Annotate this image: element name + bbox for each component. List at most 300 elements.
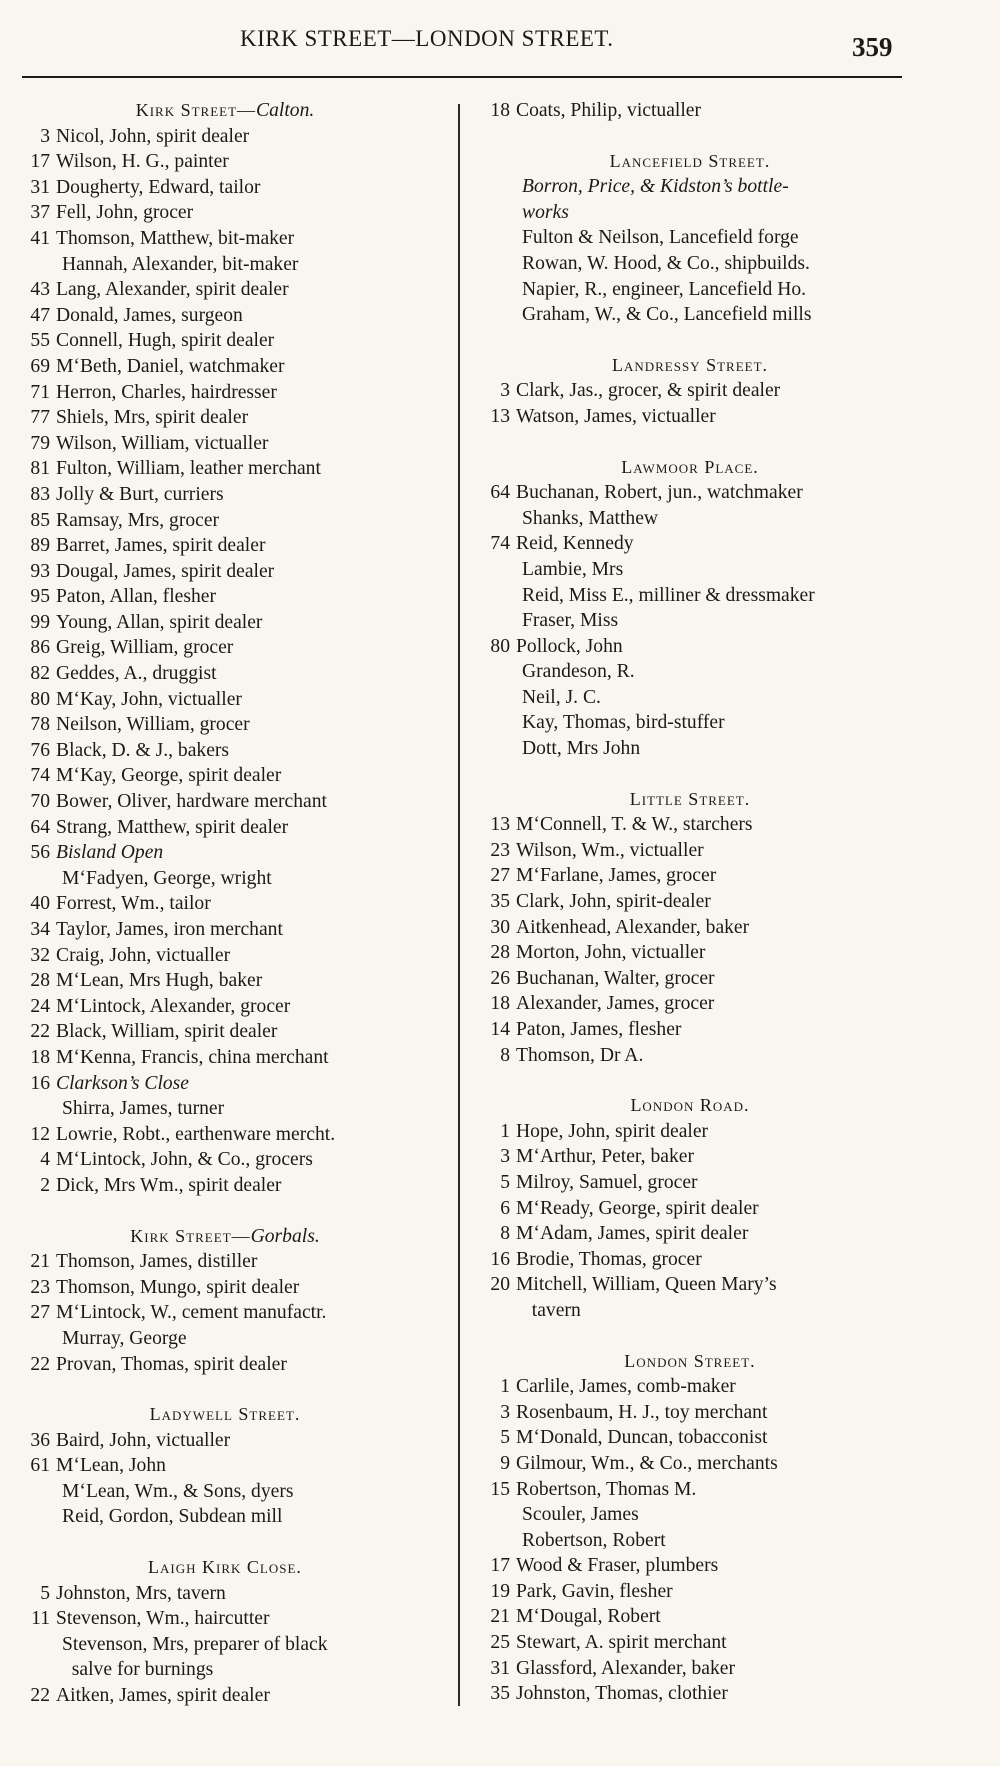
entry-text: Reid, Kennedy — [516, 533, 634, 555]
directory-entry — [10, 584, 440, 610]
entry-text: M‘Lean, Mrs Hugh, baker — [56, 970, 263, 992]
entry-text: Thomson, Dr A. — [516, 1044, 644, 1066]
entry-text: Stevenson, Wm., haircutter — [56, 1608, 270, 1630]
house-number: 5 — [500, 1171, 510, 1193]
house-number: 17 — [490, 1555, 510, 1577]
directory-entry — [10, 149, 440, 175]
house-number: 23 — [490, 839, 510, 861]
directory-entry — [470, 1477, 910, 1503]
street-name: Little Street. — [629, 788, 751, 809]
street-heading — [470, 455, 910, 481]
directory-entry — [10, 1096, 440, 1122]
district-name: Gorbals. — [250, 1225, 320, 1247]
house-number: 8 — [500, 1044, 510, 1066]
entry-text: Clark, Jas., grocer, & spirit dealer — [516, 380, 781, 402]
directory-entry — [470, 838, 910, 864]
house-number: 22 — [30, 1353, 50, 1375]
entry-text: Fulton, William, leather merchant — [56, 458, 321, 480]
entry-text: Brodie, Thomas, grocer — [516, 1248, 702, 1270]
house-number: 3 — [40, 125, 50, 147]
entry-text: Nicol, John, spirit dealer — [56, 125, 250, 147]
directory-entry — [470, 378, 910, 404]
entry-text: Connell, Hugh, spirit dealer — [56, 330, 275, 352]
entry-text: M‘Adam, James, spirit dealer — [516, 1223, 749, 1245]
entry-text: Johnston, Mrs, tavern — [56, 1582, 226, 1604]
directory-entry — [470, 940, 910, 966]
directory-entry — [10, 1249, 440, 1275]
street-heading — [470, 1093, 910, 1119]
entry-text: Wilson, Wm., victualler — [516, 839, 704, 861]
directory-entry — [10, 994, 440, 1020]
street-name: Lawmoor Place. — [621, 456, 759, 477]
house-number: 25 — [490, 1632, 510, 1654]
house-number: 82 — [30, 663, 50, 685]
entry-text: Stewart, A. spirit merchant — [516, 1632, 727, 1654]
directory-entry — [10, 405, 440, 431]
left-column — [10, 98, 440, 1709]
entry-text: Paton, James, flesher — [516, 1019, 682, 1040]
entry-text: M‘Connell, T. & W., starchers — [516, 814, 753, 836]
house-number: 27 — [30, 1302, 50, 1324]
directory-entry — [10, 1632, 440, 1658]
entry-text: Thomson, James, distiller — [56, 1251, 258, 1273]
directory-entry — [470, 174, 910, 200]
entry-text: Pollock, John — [516, 635, 623, 657]
house-number: 77 — [30, 407, 50, 429]
page-number: 359 — [852, 32, 893, 62]
directory-entry — [470, 480, 910, 506]
entry-text: Fell, John, grocer — [56, 202, 194, 224]
directory-entry — [470, 1604, 910, 1630]
directory-entry — [470, 1043, 910, 1069]
directory-entry — [10, 610, 440, 636]
house-number: 21 — [490, 1606, 510, 1628]
entry-text: M‘Donald, Duncan, tobacconist — [516, 1427, 768, 1449]
directory-entry — [470, 1579, 910, 1605]
entry-text: Craig, John, victualler — [56, 944, 231, 966]
header-rule — [22, 76, 902, 78]
directory-entry — [470, 863, 910, 889]
entry-text: Shanks, Matthew — [522, 507, 659, 529]
house-number: 3 — [500, 380, 510, 402]
entry-text: Robertson, Thomas M. — [516, 1478, 697, 1500]
directory-entry — [10, 968, 440, 994]
directory-entry — [10, 303, 440, 329]
directory-entry — [10, 1326, 440, 1352]
directory-entry — [10, 661, 440, 687]
directory-entry — [10, 1428, 440, 1454]
house-number: 4 — [40, 1149, 50, 1171]
directory-entry — [10, 328, 440, 354]
entry-text: Milroy, Samuel, grocer — [516, 1171, 698, 1193]
street-name: Kirk Street— — [135, 100, 257, 120]
directory-entry — [470, 685, 910, 711]
directory-entry — [470, 506, 910, 532]
street-heading — [470, 787, 910, 813]
house-number: 35 — [490, 891, 510, 913]
entry-text: Dougal, James, spirit dealer — [56, 560, 275, 582]
directory-entry — [470, 608, 910, 634]
directory-entry — [10, 1453, 440, 1479]
entry-text: Fraser, Miss — [522, 610, 619, 632]
entry-text: Johnston, Thomas, clothier — [516, 1683, 728, 1705]
directory-entry — [10, 226, 440, 252]
entry-text: M‘Kenna, Francis, china merchant — [56, 1046, 329, 1068]
directory-entry — [10, 687, 440, 713]
street-heading — [10, 1224, 440, 1250]
directory-entry — [470, 1374, 910, 1400]
directory-entry — [10, 1581, 440, 1607]
entry-text: Clark, John, spirit-dealer — [516, 891, 711, 913]
house-number: 61 — [30, 1455, 50, 1477]
directory-entry — [10, 252, 440, 278]
directory-entry — [10, 1657, 440, 1683]
house-number: 76 — [30, 739, 50, 761]
directory-entry — [10, 175, 440, 201]
entry-text: Grandeson, R. — [522, 661, 635, 683]
directory-entry — [470, 225, 910, 251]
directory-entry — [10, 1683, 440, 1709]
directory-entry — [470, 659, 910, 685]
directory-entry — [10, 533, 440, 559]
house-number: 3 — [500, 1401, 510, 1423]
district-name: Calton. — [256, 100, 315, 121]
directory-entry — [10, 1504, 440, 1530]
entry-text: Rowan, W. Hood, & Co., shipbuilds. — [522, 252, 810, 274]
directory-entry — [470, 1656, 910, 1682]
entry-text: M‘Ready, George, spirit dealer — [516, 1197, 759, 1219]
house-number: 12 — [30, 1123, 50, 1145]
house-number: 5 — [40, 1582, 50, 1604]
house-number: 18 — [490, 993, 510, 1015]
directory-entry — [470, 98, 910, 124]
house-number: 41 — [30, 227, 50, 249]
entry-text: Bisland Open — [56, 842, 164, 864]
entry-text: Wood & Fraser, plumbers — [516, 1555, 719, 1577]
house-number: 69 — [30, 355, 50, 377]
house-number: 27 — [490, 865, 510, 887]
directory-entry — [470, 251, 910, 277]
house-number: 43 — [30, 279, 50, 301]
entry-text: Reid, Gordon, Subdean mill — [62, 1506, 283, 1528]
entry-text: Barret, James, spirit dealer — [56, 535, 266, 557]
entry-text: Aitken, James, spirit dealer — [56, 1685, 270, 1707]
directory-entry — [10, 789, 440, 815]
directory-entry — [10, 354, 440, 380]
entry-text: Thomson, Mungo, spirit dealer — [56, 1276, 300, 1298]
house-number: 55 — [30, 330, 50, 352]
house-number: 85 — [30, 509, 50, 531]
house-number: 1 — [500, 1376, 510, 1398]
entry-text: Buchanan, Walter, grocer — [516, 967, 715, 989]
house-number: 26 — [490, 967, 510, 989]
entry-text: Borron, Price, & Kidston’s bottle- — [522, 176, 789, 198]
directory-entry — [470, 1196, 910, 1222]
entry-text: M‘Lintock, W., cement manufactr. — [56, 1302, 327, 1324]
directory-entry — [10, 1019, 440, 1045]
directory-entry — [10, 277, 440, 303]
entry-text: Murray, George — [62, 1327, 187, 1349]
entry-text: Wilson, William, victualler — [56, 432, 269, 454]
entry-text: Provan, Thomas, spirit dealer — [56, 1353, 287, 1375]
street-name: Laigh Kirk Close. — [148, 1557, 302, 1578]
entry-text: works — [522, 201, 569, 223]
entry-text: M‘Beth, Daniel, watchmaker — [56, 355, 285, 377]
entry-text: Donald, James, surgeon — [56, 304, 243, 326]
directory-entry — [10, 431, 440, 457]
directory-entry — [470, 991, 910, 1017]
entry-text: M‘Lintock, John, & Co., grocers — [56, 1149, 313, 1171]
entry-text: Hope, John, spirit dealer — [516, 1120, 709, 1142]
house-number: 47 — [30, 304, 50, 326]
house-number: 18 — [490, 100, 510, 121]
house-number: 16 — [490, 1248, 510, 1270]
house-number: 93 — [30, 560, 50, 582]
entry-text: M‘Dougal, Robert — [516, 1606, 661, 1628]
house-number: 32 — [30, 944, 50, 966]
entry-text: Park, Gavin, flesher — [516, 1580, 673, 1602]
directory-entry — [10, 1352, 440, 1378]
directory-entry — [470, 1221, 910, 1247]
house-number: 56 — [30, 842, 50, 864]
directory-entry — [10, 917, 440, 943]
directory-entry — [470, 1119, 910, 1145]
directory-entry — [470, 302, 910, 328]
directory-entry — [470, 1272, 910, 1298]
directory-entry — [10, 763, 440, 789]
directory-entry — [470, 812, 910, 838]
entry-text: Dick, Mrs Wm., spirit dealer — [56, 1174, 282, 1196]
directory-entry — [10, 891, 440, 917]
entry-text: tavern — [522, 1299, 581, 1321]
house-number: 8 — [500, 1223, 510, 1245]
entry-text: Jolly & Burt, curriers — [56, 483, 224, 505]
entry-text: Shiels, Mrs, spirit dealer — [56, 407, 249, 429]
street-name: Lancefield Street. — [609, 150, 771, 171]
running-title: KIRK STREET—LONDON STREET. — [240, 26, 614, 51]
directory-entry — [10, 1606, 440, 1632]
house-number: 71 — [30, 381, 50, 403]
house-number: 2 — [40, 1174, 50, 1196]
directory-entry — [470, 1400, 910, 1426]
directory-entry — [470, 1170, 910, 1196]
street-name: Kirk Street— — [130, 1225, 251, 1246]
house-number: 15 — [490, 1478, 510, 1500]
house-number: 80 — [490, 635, 510, 657]
entry-text: Bower, Oliver, hardware merchant — [56, 791, 327, 813]
directory-entry — [10, 456, 440, 482]
directory-entry — [10, 840, 440, 866]
entry-text: Geddes, A., druggist — [56, 663, 217, 685]
entry-text: Napier, R., engineer, Lancefield Ho. — [522, 278, 807, 300]
house-number: 5 — [500, 1427, 510, 1449]
house-number: 86 — [30, 637, 50, 659]
entry-text: Strang, Matthew, spirit dealer — [56, 816, 289, 838]
directory-entry — [470, 710, 910, 736]
directory-entry — [470, 1017, 910, 1043]
house-number: 95 — [30, 586, 50, 608]
entry-text: Fulton & Neilson, Lancefield forge — [522, 227, 799, 249]
house-number: 31 — [490, 1657, 510, 1679]
entry-text: M‘Lean, John — [56, 1455, 166, 1477]
house-number: 19 — [490, 1580, 510, 1602]
house-number: 20 — [490, 1274, 510, 1296]
entry-text: Paton, Allan, flesher — [56, 586, 216, 608]
house-number: 81 — [30, 458, 50, 480]
column-divider — [458, 104, 460, 1706]
house-number: 30 — [490, 916, 510, 938]
directory-entry — [470, 583, 910, 609]
entry-text: M‘Lintock, Alexander, grocer — [56, 995, 291, 1017]
house-number: 1 — [500, 1120, 510, 1142]
entry-text: Lowrie, Robt., earthenware mercht. — [56, 1123, 336, 1145]
entry-text: Herron, Charles, hairdresser — [56, 381, 277, 403]
directory-entry — [10, 738, 440, 764]
page-header — [0, 18, 1000, 62]
house-number: 31 — [30, 176, 50, 198]
street-heading — [470, 1349, 910, 1375]
directory-entry — [470, 200, 910, 226]
entry-text: Coats, Philip, victualler — [516, 100, 702, 121]
entry-text: Lambie, Mrs — [522, 558, 624, 580]
entry-text: M‘Fadyen, George, wright — [62, 867, 272, 889]
directory-entry — [10, 1275, 440, 1301]
entry-text: Watson, James, victualler — [516, 405, 716, 427]
entry-text: Glassford, Alexander, baker — [516, 1657, 736, 1679]
directory-entry — [10, 1173, 440, 1199]
house-number: 28 — [490, 942, 510, 964]
house-number: 64 — [490, 482, 510, 504]
directory-entry — [470, 966, 910, 992]
entry-text: Black, D. & J., bakers — [56, 739, 230, 761]
street-name: London Street. — [624, 1350, 756, 1371]
directory-entry — [470, 277, 910, 303]
entry-text: Lang, Alexander, spirit dealer — [56, 279, 289, 301]
street-name: Landressy Street. — [611, 354, 769, 375]
house-number: 14 — [490, 1019, 510, 1040]
entry-text: Scouler, James — [522, 1504, 639, 1526]
house-number: 64 — [30, 816, 50, 838]
directory-entry — [10, 943, 440, 969]
directory-entry — [10, 559, 440, 585]
street-heading — [10, 98, 440, 124]
directory-entry — [10, 635, 440, 661]
entry-text: Graham, W., & Co., Lancefield mills — [522, 304, 812, 326]
directory-entry — [470, 1298, 910, 1324]
house-number: 9 — [500, 1452, 510, 1474]
directory-entry — [470, 531, 910, 557]
directory-entry — [10, 1300, 440, 1326]
entry-text: Carlile, James, comb-maker — [516, 1376, 736, 1398]
entry-text: salve for burnings — [62, 1659, 214, 1681]
house-number: 74 — [490, 533, 510, 555]
entry-text: Kay, Thomas, bird-stuffer — [522, 712, 725, 734]
directory-entry — [10, 712, 440, 738]
entry-text: Wilson, H. G., painter — [56, 151, 229, 173]
house-number: 22 — [30, 1021, 50, 1043]
house-number: 24 — [30, 995, 50, 1017]
house-number: 23 — [30, 1276, 50, 1298]
entry-text: Shirra, James, turner — [62, 1098, 225, 1120]
directory-entry — [470, 1425, 910, 1451]
directory-entry — [470, 1451, 910, 1477]
street-heading — [10, 1555, 440, 1581]
directory-entry — [10, 200, 440, 226]
street-name: Ladywell Street. — [149, 1404, 301, 1425]
directory-entry — [10, 508, 440, 534]
entry-text: Gilmour, Wm., & Co., merchants — [516, 1452, 778, 1474]
entry-text: Black, William, spirit dealer — [56, 1021, 278, 1043]
entry-text: Dougherty, Edward, tailor — [56, 176, 261, 198]
directory-entry — [470, 1630, 910, 1656]
street-name: London Road. — [630, 1095, 750, 1116]
entry-text: Neil, J. C. — [522, 686, 601, 708]
directory-entry — [470, 1502, 910, 1528]
house-number: 79 — [30, 432, 50, 454]
entry-text: Neilson, William, grocer — [56, 714, 250, 736]
house-number: 34 — [30, 919, 50, 940]
house-number: 99 — [30, 611, 50, 633]
directory-entry — [10, 815, 440, 841]
house-number: 16 — [30, 1072, 50, 1094]
directory-entry — [10, 1122, 440, 1148]
entry-text: Forrest, Wm., tailor — [56, 893, 211, 915]
house-number: 35 — [490, 1683, 510, 1705]
entry-text: Dott, Mrs John — [522, 738, 641, 760]
entry-text: Morton, John, victualler — [516, 942, 706, 964]
entry-text: Thomson, Matthew, bit-maker — [56, 227, 295, 249]
entry-text: M‘Arthur, Peter, baker — [516, 1146, 694, 1168]
house-number: 80 — [30, 688, 50, 710]
directory-entry — [470, 1247, 910, 1273]
entry-text: Robertson, Robert — [522, 1529, 666, 1551]
entry-text: Alexander, James, grocer — [516, 993, 715, 1015]
house-number: 37 — [30, 202, 50, 224]
directory-entry — [10, 1071, 440, 1097]
house-number: 11 — [31, 1608, 50, 1630]
right-column — [470, 98, 910, 1707]
directory-entry — [10, 1147, 440, 1173]
house-number: 28 — [30, 970, 50, 992]
street-heading — [470, 149, 910, 175]
directory-entry — [470, 1681, 910, 1707]
entry-text: Rosenbaum, H. J., toy merchant — [516, 1401, 768, 1423]
house-number: 40 — [30, 893, 50, 915]
entry-text: Aitkenhead, Alexander, baker — [516, 916, 750, 938]
directory-entry — [470, 404, 910, 430]
directory-entry — [470, 557, 910, 583]
directory-entry — [470, 889, 910, 915]
directory-entry — [470, 1144, 910, 1170]
house-number: 21 — [30, 1251, 50, 1273]
entry-text: Clarkson’s Close — [56, 1072, 190, 1094]
entry-text: M‘Lean, Wm., & Sons, dyers — [62, 1480, 294, 1502]
directory-entry — [470, 736, 910, 762]
directory-entry — [470, 634, 910, 660]
house-number: 78 — [30, 714, 50, 736]
entry-text: M‘Kay, George, spirit dealer — [56, 765, 282, 787]
directory-entry — [10, 1479, 440, 1505]
entry-text: Baird, John, victualler — [56, 1429, 231, 1451]
entry-text: Reid, Miss E., milliner & dressmaker — [522, 584, 815, 606]
entry-text: Taylor, James, iron merchant — [56, 919, 283, 940]
house-number: 13 — [490, 814, 510, 836]
house-number: 83 — [30, 483, 50, 505]
house-number: 17 — [30, 151, 50, 173]
entry-text: Hannah, Alexander, bit-maker — [62, 253, 299, 275]
entry-text: M‘Farlane, James, grocer — [516, 865, 717, 887]
street-heading — [470, 353, 910, 379]
